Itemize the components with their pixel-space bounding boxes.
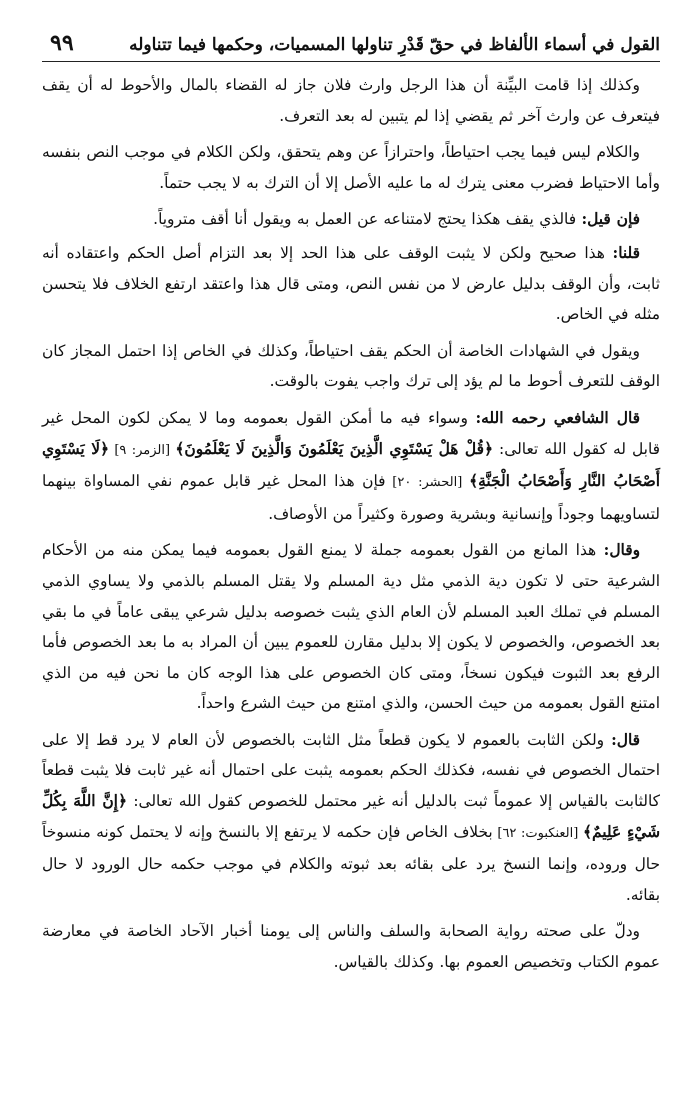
paragraph	[42, 238, 660, 330]
verse-citation: [العنكبوت: ٦٢]	[492, 825, 583, 841]
paragraph-text: فإن هذا المحل غير قابل عموم نفي المساواة بينهما لتساويهما وجوداً وإنسانية وبشرية وصورة وكثيراً من الأوصاف.	[42, 472, 660, 523]
paragraph-text: هذا المانع من القول بعمومه جملة لا يمنع القول بعمومه فيما يمكن منه من الأحكام الشرعية حتى لا تكون دية الذمي مثل دية المسلم ولا يقتل المسلم بالذمي ولا يساوي الذمي المسلم في تملك العبد المسلم لأن العام الذي يثبت خصوصه بدليل شرعي يبقى عاماً في ما بقي بعد الخصوص، والخصوص لا يكون إلا بدليل مقارن للعموم يبين أن المراد به ما بعد الخصوص فأما الرفع بعد الثبوت فيكون نسخاً، ومتى كان الخصوص على هذا الوجه كان ما نحن فيه من الذي امتنع القول بعمومه من حيث الحسن، والذي امتنع من حيث الشرع واحداً.	[42, 541, 660, 713]
paragraph-text: بخلاف الخاص فإن حكمه لا يرتفع إلا بالنسخ وإنه لا يحتمل كونه منسوخاً حال وروده، وإنما النسخ يرد على بقائه بعد ثبوته والكلام في موجب حكمه حال الورود لا حال بقائه.	[42, 822, 660, 904]
page-number: ٩٩	[50, 30, 74, 56]
verse-citation: [الحشر: ٢٠]	[385, 475, 470, 491]
paragraph	[42, 403, 660, 529]
quran-verse: ﴿لَا يَسْتَوِي أَصْحَابُ النَّارِ وَأَصْحَابُ الْجَنَّةِ﴾	[42, 439, 660, 491]
verse-citation: [الزمر: ٩]	[109, 442, 176, 458]
paragraph	[42, 204, 660, 235]
quran-verse: ﴿إِنَّ اللَّهَ بِكُلِّ شَيْءٍ عَلِيمٌ﴾	[42, 792, 660, 841]
paragraph	[42, 725, 660, 911]
paragraph-lead: فإن قيل:	[581, 210, 640, 229]
paragraph-text: وكذلك إذا قامت البيِّنة أن هذا الرجل وارث فلان جاز له القضاء بالمال والأحوط له أن يقف فيتعرف عن وارث آخر ثم يقضي إذا لم يتبين له بعد التعرف.	[42, 76, 660, 125]
paragraph-text: هذا صحيح ولكن لا يثبت الوقف على هذا الحد إلا بعد التزام أصل الحكم واعتقاده أنه ثابت، وأن الوقف بدليل عارض لا من نفس النص، ومتى قال هذا واعتقد ارتفع الخلاف فلا يتحسن مثله في الخاص.	[42, 243, 660, 324]
paragraph	[42, 535, 660, 719]
paragraph-lead: قال الشافعي رحمه الله:	[475, 408, 640, 427]
running-header	[42, 30, 660, 62]
page-body	[42, 70, 660, 978]
paragraph-text: وسواء فيه ما أمكن القول بعمومه وما لا يمكن لكون المحل غير قابل له كقول الله تعالى:	[42, 408, 660, 458]
paragraph	[42, 70, 660, 131]
paragraph	[42, 137, 660, 198]
paragraph-lead: قال:	[611, 730, 640, 749]
header-title: القول في أسماء الألفاظ في حقّ قَدْرِ تناولها المسميات، وحكمها فيما تتناوله	[129, 35, 660, 55]
paragraph-text: فالذي يقف هكذا يحتج لامتناعه عن العمل به ويقول أنا أقف متروياً.	[153, 210, 582, 229]
paragraph-lead: وقال:	[603, 541, 640, 560]
paragraph-text: ويقول في الشهادات الخاصة أن الحكم يقف احتياطاً، وكذلك في الخاص إذا احتمل المجاز كان الوقف للتعرف أحوط ما لم يؤد إلى ترك واجب يفوت بالوقت.	[42, 341, 660, 391]
quran-verse: ﴿قُلْ هَلْ يَسْتَوِي الَّذِينَ يَعْلَمُونَ وَالَّذِينَ لَا يَعْلَمُونَ﴾	[175, 439, 493, 458]
paragraph	[42, 336, 660, 397]
paragraph	[42, 916, 660, 977]
paragraph-text: ودلّ على صحته رواية الصحابة والسلف والناس إلى يومنا أخبار الآحاد الخاصة في معارضة عموم الكتاب وتخصيص العموم بها. وكذلك بالقياس.	[42, 922, 660, 972]
paragraph-text: ولكن الثابت بالعموم لا يكون قطعاً مثل الثابت بالخصوص لأن العام لا يرد قط إلا على احتمال الخصوص في نفسه، فكذلك الحكم بعمومه يثبت على احتمال أنه غير ثابت فلا يثبت قطعاً كالثابت بالقياس إلا عموماً ثبت بالدليل أنه غير محتمل للخصوص كقول الله تعالى:	[42, 730, 660, 811]
paragraph-text: والكلام ليس فيما يجب احتياطاً، واحترازاً عن وهم يتحقق، ولكن الكلام في موجب النص بنفسه وأما الاحتياط فضرب معنى يترك له ما عليه الأصل إلا أن الترك به لا يجب حتماً.	[42, 143, 660, 192]
paragraph-lead: قلنا:	[612, 243, 640, 262]
